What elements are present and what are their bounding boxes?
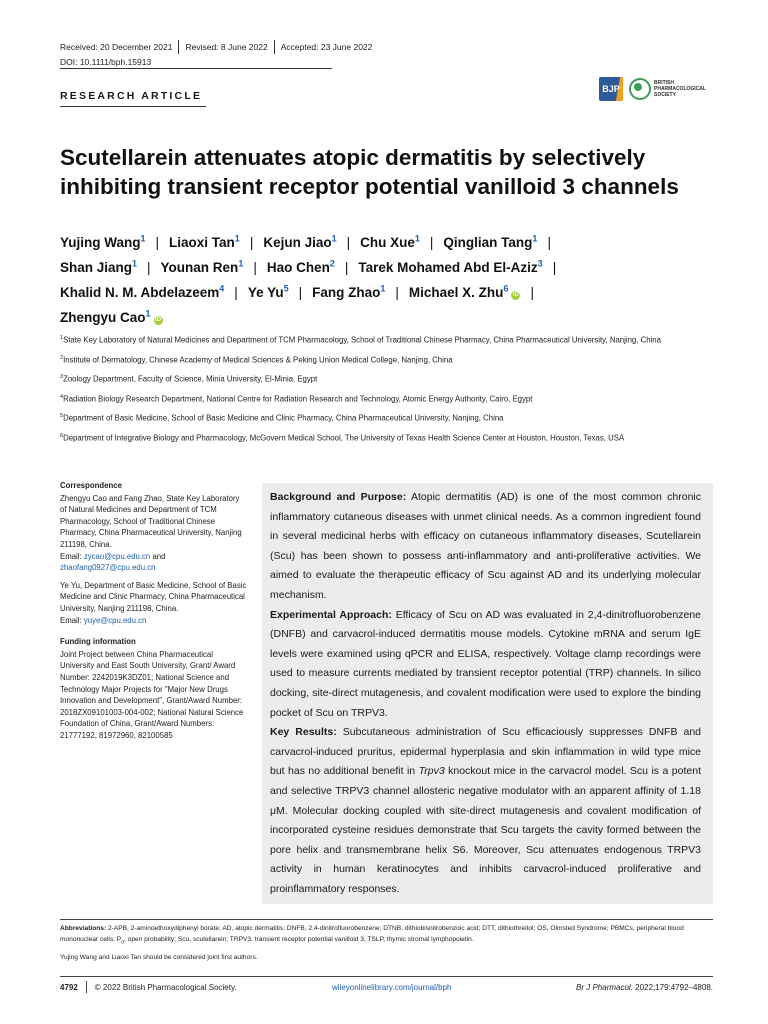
author-name[interactable]: Liaoxi Tan$^1$ <box>169 233 240 250</box>
author-name[interactable]: Hao Chen$^2$ <box>266 258 335 275</box>
accepted-date: Accepted: 23 June 2022 <box>280 42 373 52</box>
author-name[interactable]: Chu Xue$^1$ <box>360 233 420 250</box>
affiliation-marker[interactable]: 1 <box>238 258 244 268</box>
article-type: RESEARCH ARTICLE <box>60 90 203 102</box>
divider <box>86 981 87 993</box>
affiliation-item: $^3$Zoology Department, Faculty of Science, Minia University, El-Minia, Egypt <box>60 374 318 384</box>
affiliation-marker[interactable]: 3 <box>537 258 543 268</box>
author-name[interactable]: Younan Ren$^1$ <box>160 258 244 275</box>
author-list <box>60 228 710 328</box>
correspondence-heading: Correspondence <box>60 481 122 490</box>
affiliation-item: $^6$Department of Integrative Biology and Pharmacology, McGovern Medical School, The University of Texas Health Science Center at Houston, Houston, Texas, USA <box>60 432 625 443</box>
journal-logo[interactable] <box>599 77 706 101</box>
article-type-rule <box>60 106 206 107</box>
copyright: © 2022 British Pharmacological Society. <box>94 982 237 992</box>
orcid-icon[interactable]: iD <box>512 291 519 298</box>
affiliation-marker[interactable]: 1 <box>234 233 240 243</box>
affiliation-marker[interactable]: 1 <box>132 258 138 268</box>
society-name: BRITISH PHARMACOLOGICAL SOCIETY <box>654 80 706 98</box>
funding-text: Joint Project between China Pharmaceutical University and East South University, Grant/ Award Number: 2242019K3DZ01; National Science and Technology Major Projects for "Major New Drugs Innovation and Development", Grant/Award Number: 2018ZX09101003-004-002; National Natural Science Foundation of China, Grant/Award Numbers: 21777192, 81972960, 82100585 <box>60 649 244 740</box>
affiliation-marker[interactable]: 1 <box>414 233 420 243</box>
author-separator: | <box>249 234 254 250</box>
author-separator: | <box>530 284 534 300</box>
footer-rule <box>60 976 713 977</box>
received-date: Received: 20 December 2021 <box>60 42 173 52</box>
affiliation-item: $^1$State Key Laboratory of Natural Medicines and Department of TCM Pharmacology, School of Traditional Chinese Pharmacy, China Pharmaceutical University, Nanjing, China <box>60 335 661 345</box>
author-separator: | <box>147 259 151 275</box>
affiliation-marker[interactable]: 4 <box>219 283 225 293</box>
author-name[interactable]: Khalid N. M. Abdelazeem$^4$ <box>60 283 225 300</box>
author-separator: | <box>234 284 238 300</box>
abbreviations: Abbreviations: 2-APB, 2-aminoethoxydiphenyl borate; AD, atopic dermatitis; DNFB, 2,4-dinitrofluorobenzene; DTNB, dithiobisnitrobenzoic acid; DTT, dithiothreitol; OS, Olmsted Syndrome; PBMCs, peripheral blood mononuclear cells; $P_o$, open probability; Scu, scutellarein; TRPV3, transient receptor potential vanilloid 3; TSLP, thymic stromal lymphopoietin. <box>60 925 684 945</box>
joint-first-authors-note: Yujing Wang and Liaoxi Tan should be considered joint first authors. <box>60 954 258 961</box>
citation: Br J Pharmacol. 2022;179:4792–4808. <box>576 982 713 992</box>
doi[interactable]: DOI: 10.1111/bph.15913 <box>60 57 152 67</box>
affiliation-marker[interactable]: 1 <box>140 233 146 243</box>
author-name[interactable]: Kejun Jiao$^1$ <box>263 233 337 250</box>
bjp-logo-icon: BJP <box>599 77 623 101</box>
page-number: 4792 <box>60 982 78 992</box>
journal-url[interactable]: wileyonlinelibrary.com/journal/bph <box>332 982 452 992</box>
funding-heading: Funding information <box>60 637 136 647</box>
author-name[interactable]: Ye Yu$^5$ <box>247 283 289 300</box>
affiliation-marker[interactable]: 1 <box>532 233 538 243</box>
affiliations <box>60 333 710 451</box>
correspondence-column <box>60 480 247 747</box>
affiliation-marker[interactable]: 2 <box>329 258 335 268</box>
author-separator: | <box>547 234 551 250</box>
author-separator: | <box>552 259 557 275</box>
affiliation-marker[interactable]: 5 <box>283 283 289 293</box>
article-title: Scutellarein attenuates atopic dermatitis by selectively inhibiting transient receptor potential vanilloid 3 channels <box>60 145 679 199</box>
affiliation-marker[interactable]: 6 <box>503 283 509 293</box>
bps-logo-icon <box>629 78 651 100</box>
affiliation-marker[interactable]: 1 <box>380 283 386 293</box>
correspondence-block: Zhengyu Cao and Fang Zhao, State Key Laboratory of Natural Medicines and Department of TCM Pharmacology, School of Traditional Chinese Pharmacy, China Pharmaceutical University, Nanjing 211198, China. Email: zycao@cpu.edu.cn and zhaofang0927@cpu.edu.cn <box>60 493 242 573</box>
header-rule <box>60 68 332 69</box>
affiliation-item: $^5$Department of Basic Medicine, School of Basic Medicine and Clinic Pharmacy, China Pharmaceutical University, Nanjing, China <box>60 413 504 423</box>
orcid-icon[interactable]: iD <box>155 316 162 323</box>
page-footer <box>60 981 713 993</box>
email-link[interactable]: zycao@cpu.edu.cn <box>83 551 151 561</box>
email-link[interactable]: zhaofang0927@cpu.edu.cn <box>60 563 156 573</box>
article-dates <box>60 40 378 54</box>
correspondence-block: Ye Yu, Department of Basic Medicine, School of Basic Medicine and Clinic Pharmacy, China Pharmaceutical University, Nanjing 211198, China. Email: yuye@cpu.edu.cn <box>60 580 247 625</box>
author-separator: | <box>429 234 434 250</box>
author-separator: | <box>298 284 303 300</box>
author-name[interactable]: Zhengyu Cao$^1$iD <box>60 308 162 325</box>
abstract-background: Background and Purpose: Atopic dermatitis (AD) is one of the most common chronic inflammatory cutaneous diseases with unmet clinical needs. As a common ingredient found in several medicinal herbs with efficacy on cutaneous inflammatory diseases, Scutellarein (Scu) has been shown to possess anti-inflammatory and anti-proliferative activities. We aimed to evaluate the therapeutic efficacy of Scu against AD and its underlying molecular mechanism. <box>270 491 702 601</box>
abstract-approach: Experimental Approach: Efficacy of Scu on AD was evaluated in 2,4-dinitrofluorobenzene (DNFB) and carvacrol-induced dermatitis mouse models. Cytokine mRNA and serum IgE levels were examined using qPCR and ELISA, respectively. Voltage clamp recordings were used to measure currents mediated by transient receptor potential (TRP) channels. In silico docking, site-direct mutagenesis, and covalent modification were used to explore the binding pocket of Scu on TRPV3. <box>270 608 701 719</box>
abstract-results: Key Results: Subcutaneous administration of Scu efficaciously suppresses DNFB and carvacrol-induced pruritus, epidermal hyperplasia and skin inflammation in wild type mice but has no additional benefit in Trpv3 knockout mice in the carvacrol model. Scu is a potent and selective TRPV3 channel allosteric negative modulator with an apparent affinity of 1.18 μM. Molecular docking coupled with site-direct mutagenesis and covalent modification of incorporated cysteine residues demonstrate that Scu targets the cavity formed between the pore helix and transmembrane helix S6. Moreover, Scu attenuates endogenous TRPV3 activity in human keratinocytes and inhibits carvacrol-induced proliferative and proinflammatory responses. <box>270 726 701 895</box>
abstract-box <box>262 483 713 904</box>
author-name[interactable]: Tarek Mohamed Abd El-Aziz$^3$ <box>358 258 543 275</box>
affiliation-item: $^4$Radiation Biology Research Department, National Centre for Radiation Research and Technology, Atomic Energy Authority, Cairo, Egypt <box>60 393 533 404</box>
author-name[interactable]: Qinglian Tang$^1$ <box>443 233 538 250</box>
affiliation-marker[interactable]: 1 <box>145 308 151 318</box>
email-link[interactable]: yuye@cpu.edu.cn <box>83 615 147 625</box>
author-name[interactable]: Shan Jiang$^1$ <box>60 258 138 275</box>
divider <box>60 919 713 920</box>
author-name[interactable]: Fang Zhao$^1$ <box>312 283 386 300</box>
author-separator: | <box>395 284 399 300</box>
affiliation-item: $^2$Institute of Dermatology, Chinese Academy of Medical Sciences & Peking Union Medical College, Nanjing, China <box>60 354 453 365</box>
author-separator: | <box>344 259 349 275</box>
author-name[interactable]: Yujing Wang$^1$ <box>60 233 146 250</box>
affiliation-marker[interactable]: 1 <box>331 233 337 243</box>
author-separator: | <box>155 234 160 250</box>
author-separator: | <box>253 259 257 275</box>
revised-date: Revised: 8 June 2022 <box>185 42 268 52</box>
author-separator: | <box>346 234 351 250</box>
author-name[interactable]: Michael X. Zhu$^6$iD <box>408 283 519 300</box>
